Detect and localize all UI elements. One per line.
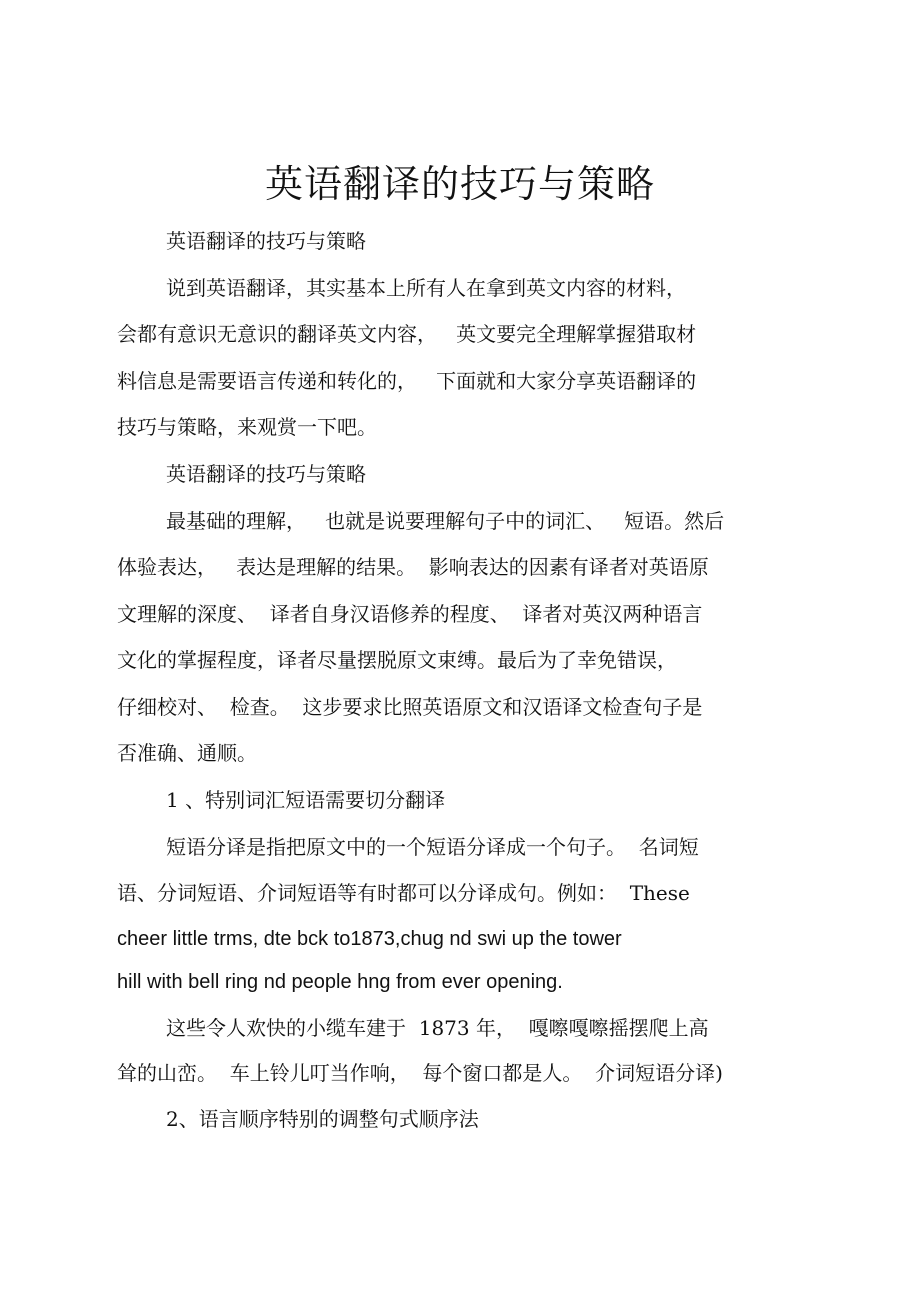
document-title: 英语翻译的技巧与策略 [264,162,655,206]
section-heading: 英语翻译的技巧与策略 [166,229,366,253]
paragraph-line: 体验表达， 表达是理解的结果。 影响表达的因素有译者对英语原 [117,555,709,579]
section-heading: 2、语言顺序特别的调整句式顺序法 [166,1107,479,1131]
paragraph-line: 否准确、通顺。 [117,741,257,765]
paragraph-line: 技巧与策略，来观赏一下吧。 [117,415,377,439]
paragraph-line: 最基础的理解， 也就是说要理解句子中的词汇、 短语。然后 [166,509,725,533]
paragraph-line: 料信息是需要语言传递和转化的， 下面就和大家分享英语翻译的 [117,369,697,393]
paragraph-line: 文理解的深度、 译者自身汉语修养的程度、 译者对英汉两种语言 [117,602,703,626]
paragraph-line: 短语分译是指把原文中的一个短语分译成一个句子。 名词短 [166,835,699,859]
section-heading: 英语翻译的技巧与策略 [166,462,366,486]
section-heading: 1 、特别词汇短语需要切分翻译 [166,788,446,812]
paragraph-line: 文化的掌握程度，译者尽量摆脱原文束缚。最后为了幸免错误， [117,648,677,672]
english-example-line: cheer little trms, dte bck to1873,chug nd swi up the tower [117,928,622,950]
paragraph-line: 这些令人欢快的小缆车建于 1873 年， 嘎嚓嘎嚓摇摆爬上高 [166,1016,709,1040]
paragraph-line: 会都有意识无意识的翻译英文内容， 英文要完全理解掌握猎取材 [117,322,697,346]
english-example-line: hill with bell ring nd people hng from ever opening. [117,971,563,993]
paragraph-line: 说到英语翻译，其实基本上所有人在拿到英文内容的材料， [166,276,686,300]
paragraph-line: 耸的山峦。 车上铃儿叮当作响， 每个窗口都是人。 介词短语分译) [117,1061,723,1085]
paragraph-line: 语、分词短语、介词短语等有时都可以分译成句。例如： These [117,881,690,905]
paragraph-line: 仔细校对、 检查。 这步要求比照英语原文和汉语译文检查句子是 [117,695,703,719]
